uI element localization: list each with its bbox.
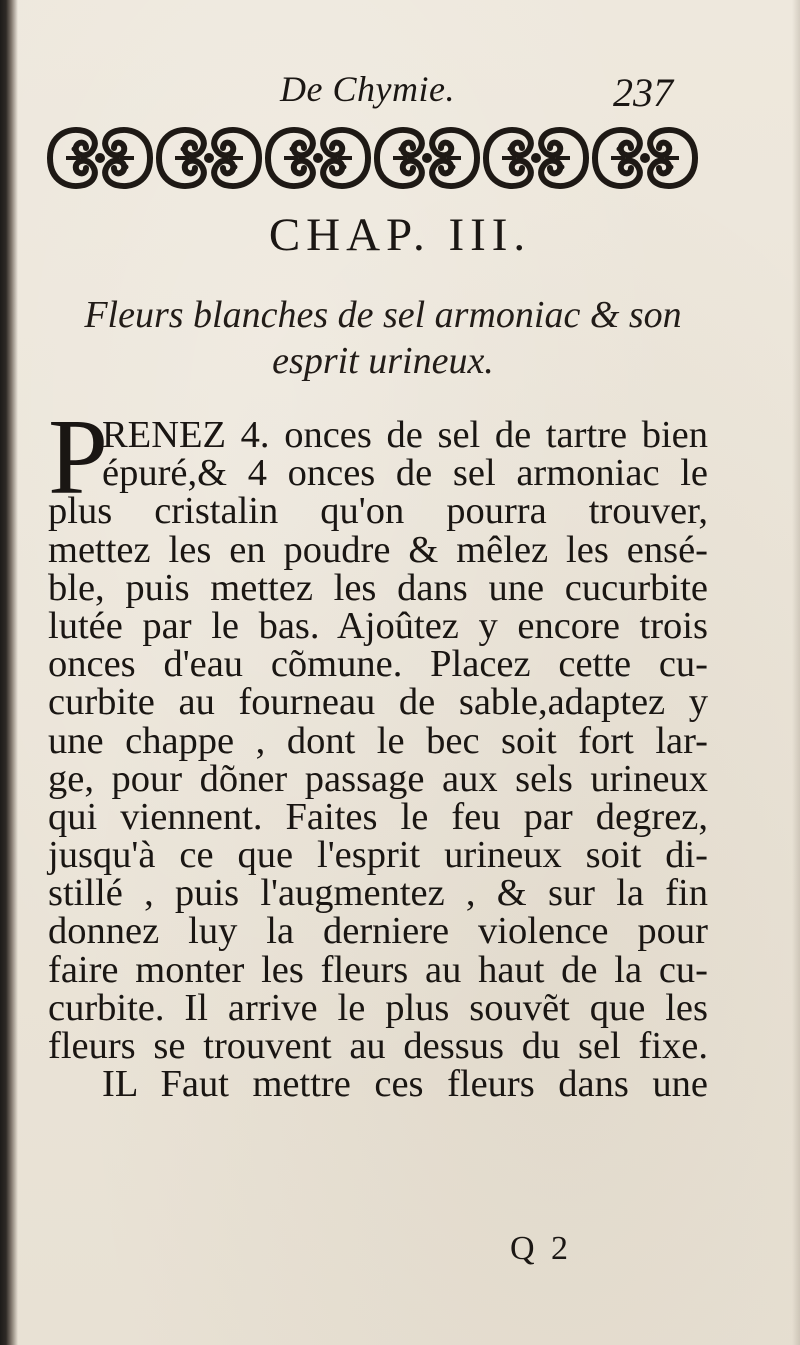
text-line: fleurs se trouvent au dessus du sel fixe.: [48, 1025, 708, 1067]
text-line: RENEZ 4. onces de sel de tartre bien: [102, 414, 708, 456]
text-line: stillé , puis l'augmentez , & sur la fin: [48, 872, 708, 915]
drop-cap: P: [48, 398, 109, 517]
text-line: curbite. Il arrive le plus souvẽt que les: [48, 986, 708, 1029]
binding-gutter: [0, 0, 18, 1345]
ornament-band-icon: [46, 121, 699, 195]
text-line: une chappe , dont le bec soit fort lar-: [48, 719, 708, 762]
signature-mark: Q 2: [510, 1230, 573, 1267]
text-line: onces d'eau cõmune. Placez cette cu-: [48, 643, 708, 686]
text-line: curbite au fourneau de sable,adaptez y: [48, 681, 708, 724]
running-title: De Chymie.: [280, 69, 455, 109]
text-line: donnez luy la derniere violence pour: [48, 910, 708, 953]
text-line: IL Faut mettre ces fleurs dans une: [102, 1063, 708, 1106]
chapter-subtitle: Fleurs blanches de sel armoniac & son esprit urineux.: [84, 294, 682, 382]
text-line: épuré,& 4 onces de sel armoniac le: [102, 452, 708, 495]
text-line: jusqu'à ce que l'esprit urineux soit di-: [48, 834, 708, 877]
text-line: lutée par le bas. Ajoûtez y encore trois: [48, 604, 708, 647]
text-line: mettez les en poudre & mêlez les ensé-: [48, 528, 708, 571]
text-line: ble, puis mettez les dans une cucurbite: [48, 566, 708, 609]
body-paragraph: [48, 398, 708, 1106]
text-line: qui viennent. Faites le feu par degrez,: [48, 795, 708, 838]
page-edge: [792, 0, 800, 1345]
text-line: faire monter les fleurs au haut de la cu-: [48, 948, 708, 991]
text-line: plus cristalin qu'on pourra trouver,: [48, 490, 708, 533]
text-line: ge, pour dõner passage aux sels urineux: [48, 757, 708, 800]
running-head: [0, 54, 800, 114]
page-number: 237: [613, 70, 673, 115]
chapter-title: CHAP. III.: [268, 209, 532, 261]
